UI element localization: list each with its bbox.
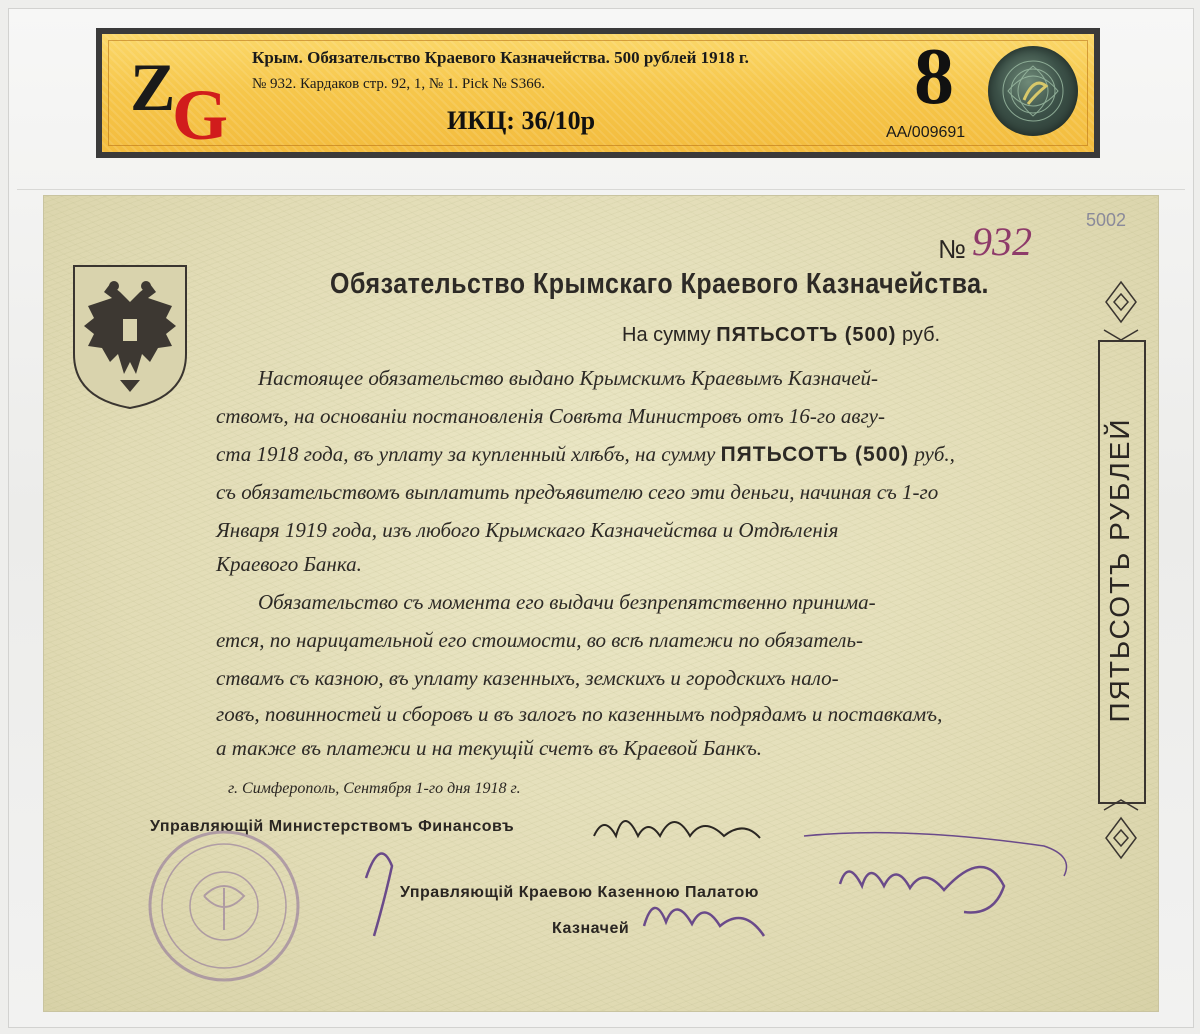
pencil-mark: 5002 <box>1086 210 1127 230</box>
body-line-11: а также въ платежи и на текущій счетъ въ Краевой Банкъ. <box>216 736 762 760</box>
body-line-6: Краевого Банка. <box>216 552 362 576</box>
signature-1 <box>594 821 760 838</box>
number-value: 932 <box>972 219 1032 264</box>
body-line-2: ствомъ, на основаніи постановленія Совѣта Министровъ отъ 16-го авгу- <box>216 404 885 428</box>
zg-logo-g: G <box>172 75 229 155</box>
zg-logo <box>124 48 239 155</box>
holder-divider <box>17 189 1185 190</box>
signature-2a <box>366 854 392 937</box>
body-line-4: съ обязательствомъ выплатить предъявителю сего эти деньги, начиная съ 1-го <box>216 480 939 504</box>
signatory-1: Управляющій Министерствомъ Финансовъ <box>150 818 515 835</box>
body-line-3 <box>216 442 955 467</box>
body-amount-suffix: руб., <box>914 442 955 466</box>
zg-logo-z: Z <box>130 49 176 125</box>
side-panel <box>1096 280 1146 860</box>
body-line-5: Января 1919 года, изъ любого Крымскаго Казначейства и Отдѣленія <box>216 518 839 542</box>
body-amount: ПЯТЬСОТЪ (500) <box>720 443 910 466</box>
sum-suffix: руб. <box>901 324 941 346</box>
hologram-seal-icon <box>988 46 1078 136</box>
body-line-7: Обязательство съ момента его выдачи безпрепятственно принима- <box>258 590 876 614</box>
number-label: № <box>938 234 966 264</box>
banknote <box>44 196 1158 1011</box>
body-line-10: говъ, повинностей и сборовъ и въ залогъ по казеннымъ подрядамъ и поставкамъ, <box>216 702 943 726</box>
label-catalog: № 932. Кардаков стр. 92, 1, № 1. Pick № S366. <box>252 76 546 92</box>
body-line-3-text: ста 1918 года, въ уплату за купленный хлѣбъ, на сумму <box>216 442 716 466</box>
body-line-1: Настоящее обязательство выдано Крымскимъ Краевымъ Казначей- <box>258 366 879 390</box>
signature-2b <box>840 867 1004 913</box>
body-line-8: ется, по нарицательной его стоимости, во всѣ платежи по обязатель- <box>216 628 864 652</box>
label-code: ИКЦ: 36/10р <box>447 106 596 135</box>
double-headed-eagle-crest-icon <box>70 262 190 412</box>
sum-prefix: На сумму <box>622 324 711 346</box>
signature-3 <box>644 908 764 936</box>
body-line-9: ствамъ съ казною, въ уплату казенныхъ, земскихъ и городскихъ нало- <box>216 666 839 690</box>
grade-number: 8 <box>914 33 954 121</box>
note-title: Обязательство Крымскаго Краевого Казначейства. <box>330 267 989 301</box>
label-serial: AA/009691 <box>886 124 966 141</box>
grading-label <box>96 28 1100 158</box>
date-line: г. Симферополь, Сентября 1-го дня 1918 г. <box>228 780 521 797</box>
side-denomination: ПЯТЬСОТЪ РУБЛЕЙ <box>1104 417 1135 723</box>
signature-flourish <box>804 833 1067 876</box>
signatory-2: Управляющій Краевою Казенною Палатою <box>400 884 759 901</box>
signatory-3: Казначей <box>552 920 630 937</box>
sum-amount: ПЯТЬСОТЪ (500) <box>716 324 897 346</box>
label-description: Крым. Обязательство Краевого Казначейства. 500 рублей 1918 г. <box>252 48 749 67</box>
sum-line <box>622 324 940 347</box>
round-stamp-icon <box>144 826 304 986</box>
